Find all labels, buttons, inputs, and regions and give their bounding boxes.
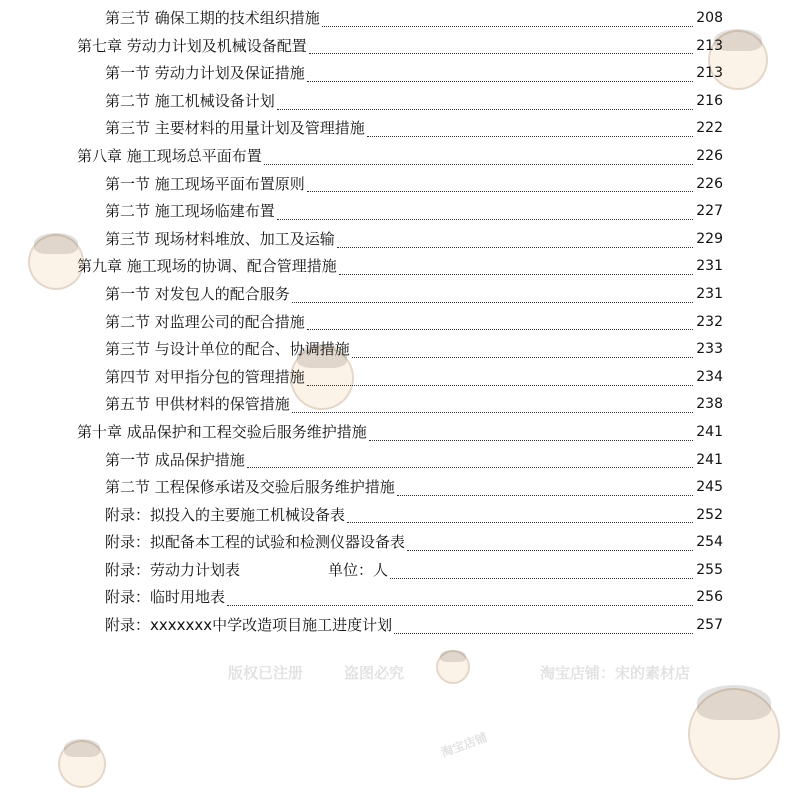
toc-page-number: 213 [696, 65, 723, 82]
toc-entry-label [77, 253, 337, 281]
toc-dot-leader [227, 604, 693, 606]
toc-entry-title: 附录：xxxxxxx中学改造项目施工进度计划 [105, 616, 393, 635]
toc-dot-leader [369, 439, 693, 441]
watermark-no-theft: 盗图必究 [344, 664, 405, 682]
toc-entry[interactable] [0, 281, 800, 309]
toc-page-number: 222 [696, 120, 723, 137]
toc-entry-title: 第二节 工程保修承诺及交验后服务维护措施 [105, 478, 395, 497]
watermark-face-icon [436, 650, 470, 684]
toc-entry-label [105, 391, 290, 419]
toc-page-number: 229 [696, 230, 723, 247]
watermark-shop-small: 淘宝店铺 [439, 730, 490, 760]
toc-entry[interactable] [0, 5, 800, 33]
toc-page-number: 231 [696, 285, 723, 302]
toc-entry-label [105, 447, 245, 475]
toc-entry-title: 第三节 主要材料的用量计划及管理措施 [105, 119, 365, 138]
toc-entry[interactable] [0, 171, 800, 199]
watermark-shop: 淘宝店铺：宋的素材店 [540, 664, 691, 682]
toc-entry[interactable] [0, 143, 800, 171]
toc-entry-label [105, 226, 335, 254]
toc-entry[interactable] [0, 88, 800, 116]
toc-entry[interactable] [0, 612, 800, 640]
toc-entry-title: 第二节 对监理公司的配合措施 [105, 312, 305, 331]
toc-entry-title: 第八章 施工现场总平面布置 [77, 146, 262, 165]
toc-page-number: 232 [696, 313, 723, 330]
toc-page-number: 227 [696, 203, 723, 220]
toc-dot-leader [322, 25, 693, 27]
toc-entry[interactable] [0, 474, 800, 502]
toc-entry[interactable] [0, 391, 800, 419]
toc-page-number: 226 [696, 175, 723, 192]
toc-page-number: 208 [696, 10, 723, 26]
toc-page-number: 255 [696, 561, 723, 578]
toc-entry-label [77, 33, 307, 61]
toc-entry-title: 第三节 确保工期的技术组织措施 [105, 9, 320, 27]
toc-entry-label [105, 364, 305, 392]
toc-entry-label [105, 198, 275, 226]
toc-entry-title: 第一节 成品保护措施 [105, 450, 245, 469]
toc-page-number: 238 [696, 396, 723, 413]
toc-dot-leader [307, 384, 693, 386]
toc-entry-label [105, 309, 305, 337]
toc-entry[interactable] [0, 309, 800, 337]
toc-entry-title: 第一节 劳动力计划及保证措施 [105, 64, 305, 83]
toc-entry-label [77, 143, 262, 171]
toc-page-number: 233 [696, 341, 723, 358]
toc-entry-label [105, 60, 305, 88]
toc-page-number: 254 [696, 534, 723, 551]
toc-entry-title: 附录：劳动力计划表 [105, 560, 241, 579]
toc-entry[interactable] [0, 557, 800, 585]
toc-page-number: 231 [696, 258, 723, 275]
toc-entry-label [105, 336, 350, 364]
toc-entry-title: 附录：拟投入的主要施工机械设备表 [105, 505, 346, 524]
toc-entry-label [105, 115, 365, 143]
toc-page-number: 252 [696, 506, 723, 523]
toc-entry-label [105, 612, 392, 640]
toc-entry-title: 第二节 施工机械设备计划 [105, 91, 275, 110]
toc-dot-leader [247, 466, 693, 468]
toc-dot-leader [367, 135, 693, 137]
toc-entry[interactable] [0, 447, 800, 475]
toc-entry-label [105, 281, 290, 309]
toc-page-number: 241 [696, 451, 723, 468]
toc-dot-leader [337, 246, 693, 248]
toc-dot-leader [307, 328, 693, 330]
toc-dot-leader [292, 301, 693, 303]
toc-entry-title: 第三节 与设计单位的配合、协调措施 [105, 340, 350, 359]
toc-dot-leader [277, 218, 693, 220]
toc-entry-title: 附录：拟配备本工程的试验和检测仪器设备表 [105, 533, 406, 552]
toc-dot-leader [292, 411, 693, 413]
toc-page-number: 226 [696, 147, 723, 164]
toc-dot-leader [339, 273, 693, 275]
toc-entry-label [105, 502, 345, 530]
toc-entry[interactable] [0, 529, 800, 557]
toc-dot-leader [347, 521, 693, 523]
toc-entry-label [77, 419, 367, 447]
toc-dot-leader [394, 632, 693, 634]
toc-entry-title: 第七章 劳动力计划及机械设备配置 [77, 36, 307, 55]
toc-entry-title: 第五节 甲供材料的保管措施 [105, 395, 290, 414]
watermark-copyright: 版权已注册 [228, 664, 304, 682]
toc-entry[interactable] [0, 60, 800, 88]
toc-page-number: 245 [696, 479, 723, 496]
toc-page-number: 257 [696, 617, 723, 634]
toc-entry-label [105, 474, 395, 502]
toc-entry-title: 第三节 现场材料堆放、加工及运输 [105, 229, 335, 248]
toc-entry[interactable] [0, 253, 800, 281]
toc-page-number: 234 [696, 368, 723, 385]
toc-entry[interactable] [0, 502, 800, 530]
toc-entry[interactable] [0, 584, 800, 612]
toc-dot-leader [352, 356, 693, 358]
toc-entry[interactable] [0, 226, 800, 254]
toc-dot-leader [277, 108, 693, 110]
toc-entry-title: 第一节 对发包人的配合服务 [105, 284, 290, 303]
toc-entry-label [105, 5, 320, 33]
toc-entry-title: 第一节 施工现场平面布置原则 [105, 174, 305, 193]
toc-page-number: 256 [696, 589, 723, 606]
toc-entry[interactable] [0, 33, 800, 61]
watermark-face-icon [58, 740, 106, 788]
toc-entry-label [105, 171, 305, 199]
toc-entry[interactable] [0, 198, 800, 226]
toc-entry-title: 附录：临时用地表 [105, 588, 226, 607]
toc-entry-label [105, 557, 388, 585]
toc-entry-label [105, 88, 275, 116]
toc-page-number: 213 [696, 37, 723, 54]
toc-entry-label [105, 529, 405, 557]
toc-entry-title: 第二节 施工现场临建布置 [105, 202, 275, 221]
toc-dot-leader [407, 549, 693, 551]
watermark-face-icon [688, 688, 780, 780]
toc-dot-leader [307, 80, 693, 82]
toc-dot-leader [264, 163, 693, 165]
toc-entry[interactable] [0, 364, 800, 392]
toc-entry-unit: 单位：人 [328, 560, 389, 579]
toc-page-number: 241 [696, 423, 723, 440]
toc-entry[interactable] [0, 115, 800, 143]
toc-entry-title: 第九章 施工现场的协调、配合管理措施 [77, 257, 337, 276]
toc-page-number: 216 [696, 92, 723, 109]
toc-entry-label [105, 584, 225, 612]
toc-dot-leader [390, 577, 693, 579]
toc-entry[interactable] [0, 419, 800, 447]
toc-entry-title: 第十章 成品保护和工程交验后服务维护措施 [77, 422, 367, 441]
toc-entry[interactable] [0, 336, 800, 364]
table-of-contents [0, 5, 800, 640]
toc-entry-title: 第四节 对甲指分包的管理措施 [105, 367, 305, 386]
toc-dot-leader [309, 52, 693, 54]
toc-dot-leader [307, 190, 693, 192]
toc-dot-leader [397, 494, 693, 496]
